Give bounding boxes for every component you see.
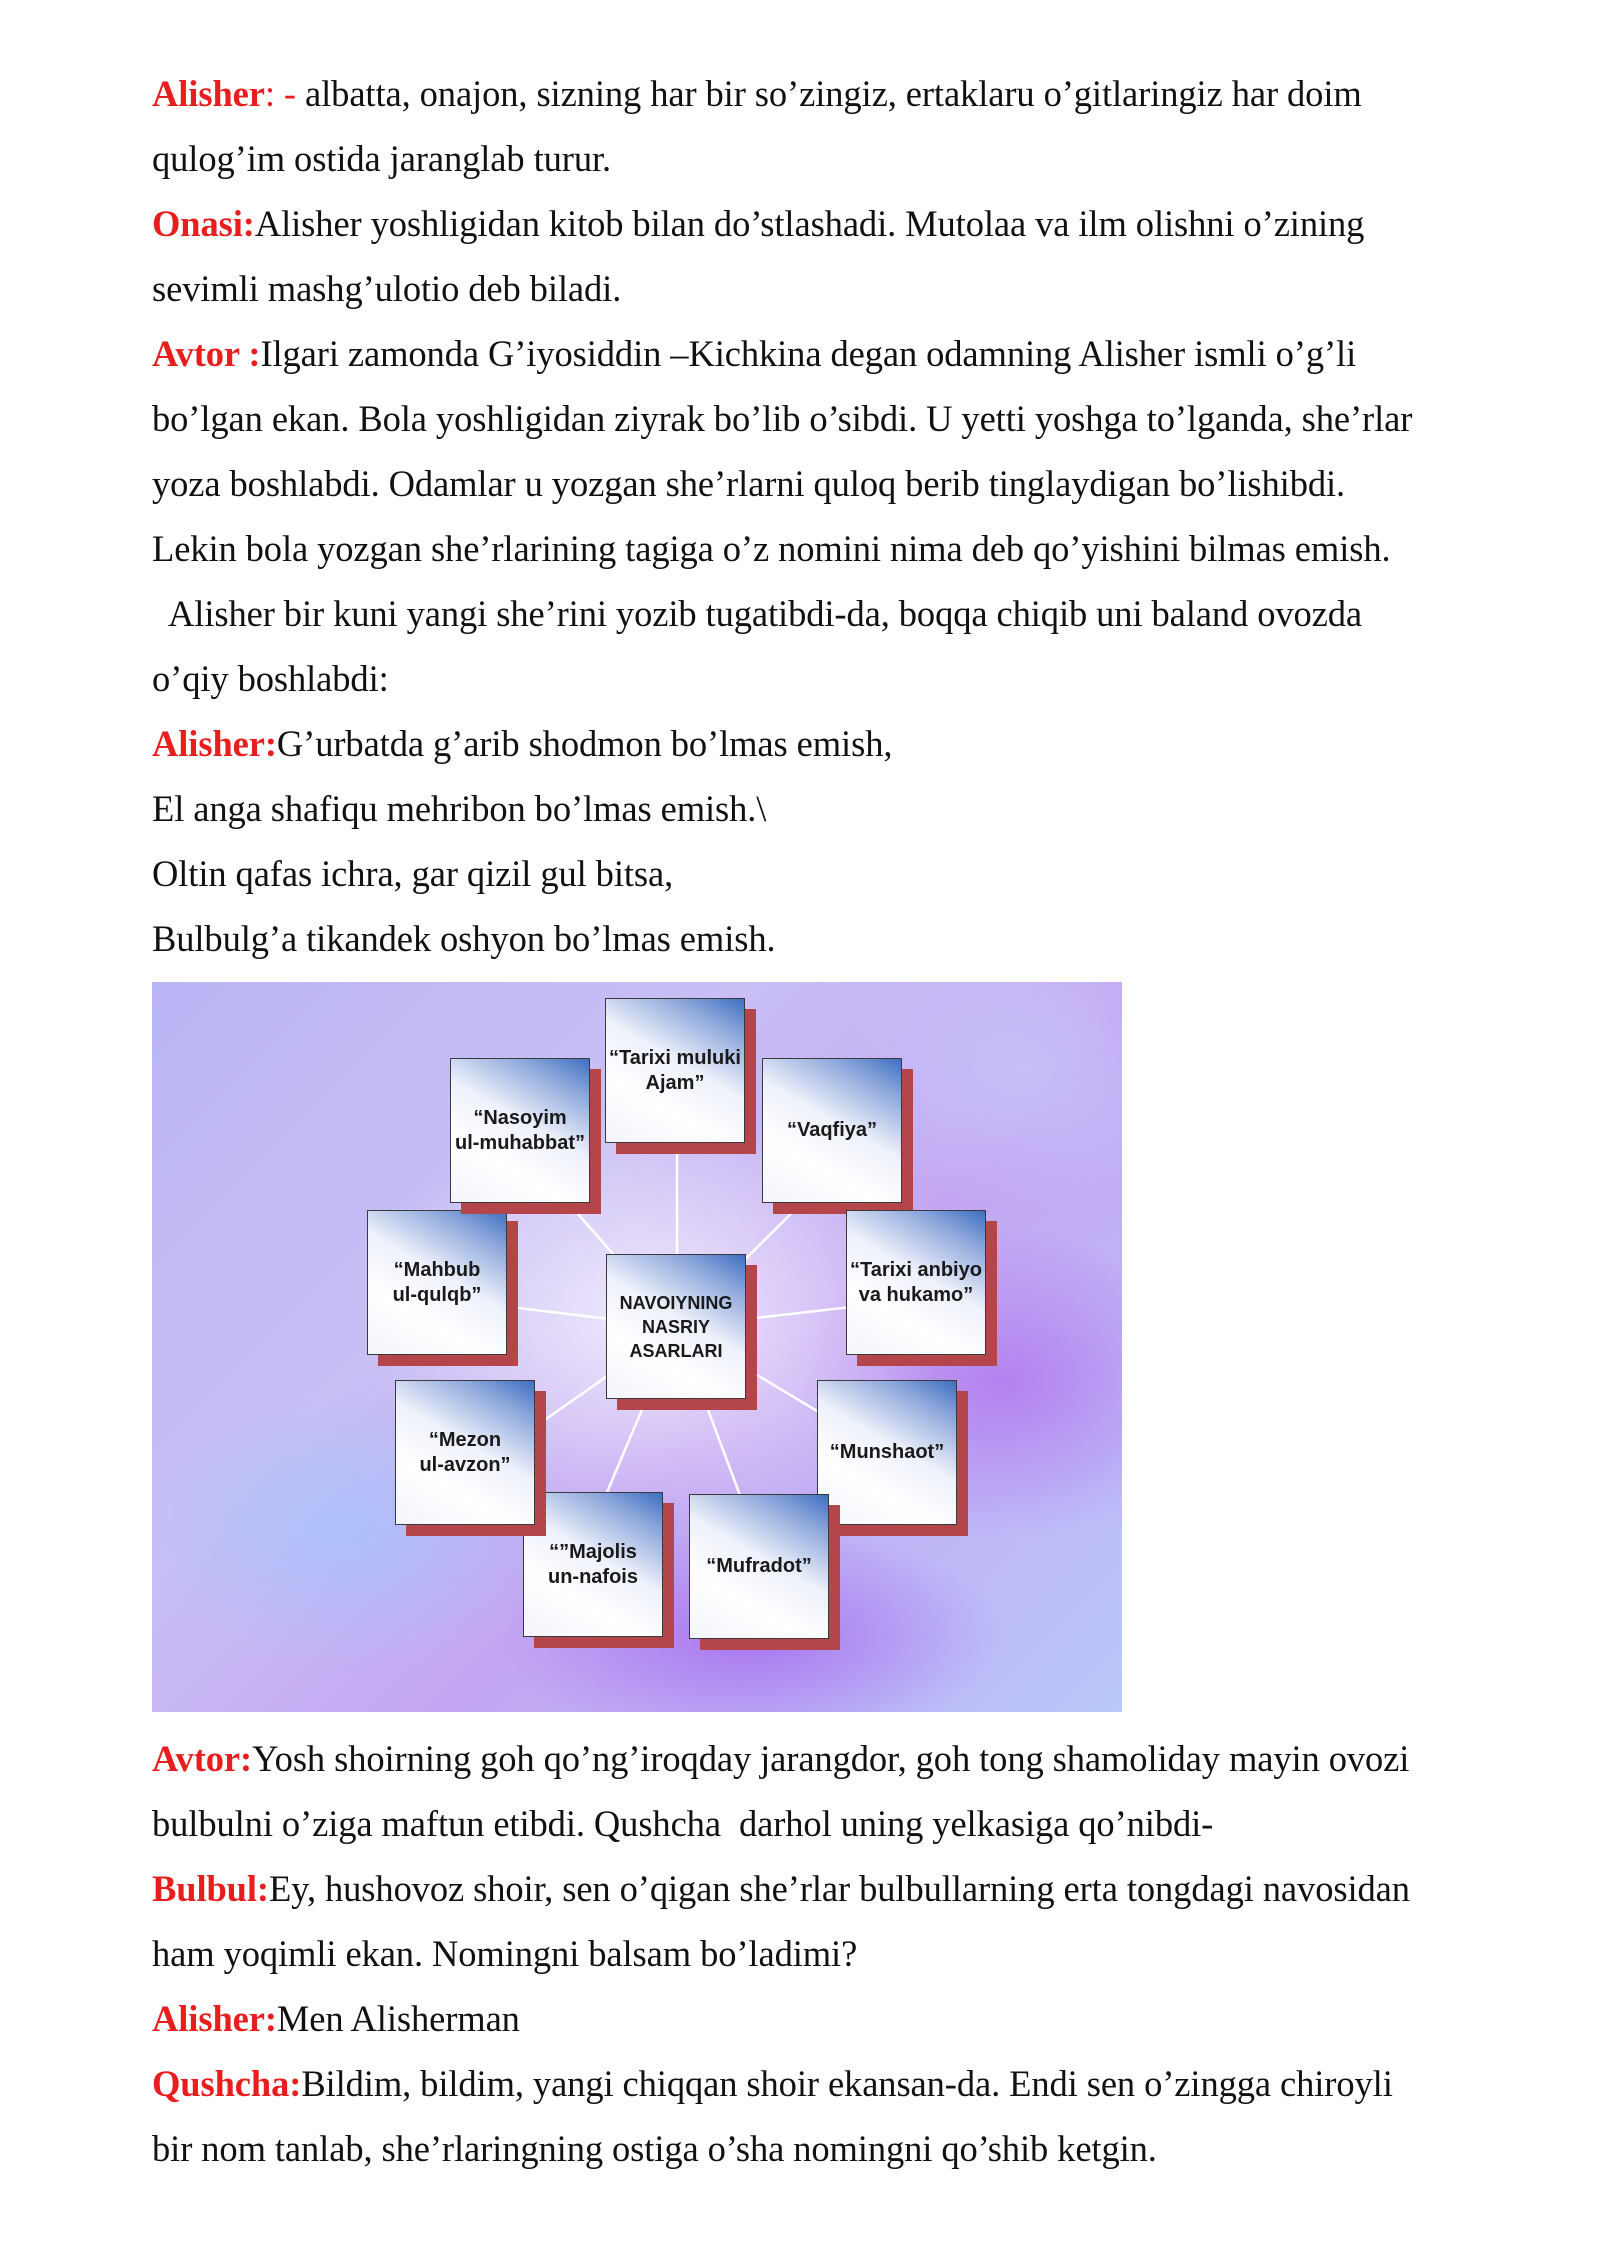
text-line	[152, 2127, 1157, 2171]
line-text: G’urbatda g’arib shodmon bo’lmas emish,	[276, 723, 893, 764]
speaker-label: Onasi:	[152, 203, 255, 244]
diagram-box-tarixi-muluki-ajam	[605, 998, 745, 1143]
dialogue-line	[152, 1737, 1409, 1781]
line-text: bir nom tanlab, she’rlaringning ostiga o’sha nomingni qo’shib ketgin.	[152, 2128, 1157, 2169]
dialogue-line	[152, 722, 892, 766]
speaker-label: Avtor :	[152, 333, 261, 374]
diagram-box-mufradot	[689, 1494, 829, 1639]
speaker-label: Alisher:	[152, 1998, 277, 2039]
nasriy-asarlar-diagram	[152, 982, 1122, 1712]
line-text: Ilgari zamonda G’iyosiddin –Kichkina degan odamning Alisher ismli o’g’li	[260, 333, 1357, 374]
box-label: “Mezon ul-avzon”	[419, 1428, 511, 1476]
box-label: “Tarixi anbiyo va hukamo”	[850, 1258, 982, 1306]
dialogue-line	[152, 72, 1362, 116]
box-label: “Mahbub ul-qulqb”	[392, 1258, 482, 1306]
diagram-box-majolis-un-nafois	[523, 1492, 663, 1637]
text-line	[152, 1932, 857, 1976]
diagram-box-munshaot	[817, 1380, 957, 1525]
line-text: Alisher bir kuni yangi she’rini yozib tugatibdi-da, boqqa chiqib uni baland ovozda	[152, 593, 1363, 634]
box-label: “Mufradot”	[706, 1555, 812, 1577]
text-line	[152, 1802, 1213, 1846]
box-label: “Munshaot”	[829, 1441, 945, 1463]
text-line	[152, 657, 389, 701]
box-label: “Nasoyim ul-muhabbat”	[455, 1106, 585, 1154]
text-line	[152, 592, 1362, 636]
dialogue-line	[152, 2062, 1393, 2106]
text-line	[152, 397, 1412, 441]
line-text: Oltin qafas ichra, gar qizil gul bitsa,	[152, 853, 674, 894]
text-line	[152, 527, 1391, 571]
diagram-box-tarixi-anbiyo	[846, 1210, 986, 1355]
speaker-colon: :	[264, 73, 275, 114]
dialogue-line	[152, 1867, 1410, 1911]
poem-line	[152, 787, 766, 831]
diagram-box-nasoyim-ul-muhabbat	[450, 1058, 590, 1203]
line-text: El anga shafiqu mehribon bo’lmas emish.\	[152, 788, 767, 829]
line-text: sevimli mashg’ulotio deb biladi.	[152, 268, 622, 309]
line-text: qulog’im ostida jaranglab turur.	[152, 138, 612, 179]
text-line	[152, 137, 611, 181]
speaker-label: Alisher	[152, 73, 265, 114]
diagram-box-mahbub-ul-qulqb	[367, 1210, 507, 1355]
speaker-label: Avtor:	[152, 1738, 253, 1779]
box-label: “Tarixi muluki Ajam”	[609, 1046, 741, 1094]
speaker-label: Bulbul:	[152, 1868, 269, 1909]
speaker-dash: -	[274, 73, 296, 114]
line-text: bo’lgan ekan. Bola yoshligidan ziyrak bo’lib o’sibdi. U yetti yoshga to’lganda, she’rlar	[152, 398, 1413, 439]
line-text: o’qiy boshlabdi:	[152, 658, 389, 699]
dialogue-line	[152, 1997, 520, 2041]
poem-line	[152, 852, 673, 896]
line-text: Ey, hushovoz shoir, sen o’qigan she’rlar bulbullarning erta tongdagi navosidan	[268, 1868, 1410, 1909]
diagram-center-box	[606, 1254, 746, 1399]
line-text: ham yoqimli ekan. Nomingni balsam bo’ladimi?	[152, 1933, 858, 1974]
text-line	[152, 267, 621, 311]
box-label: “”Majolis un-nafois	[548, 1540, 638, 1588]
speaker-label: Alisher:	[152, 723, 277, 764]
line-text: yoza boshlabdi. Odamlar u yozgan she’rlarni quloq berib tinglaydigan bo’lishibdi.	[152, 463, 1346, 504]
diagram-box-mezon-ul-avzon	[395, 1380, 535, 1525]
box-label: “Vaqfiya”	[786, 1119, 878, 1141]
line-text: Men Alisherman	[276, 1998, 520, 2039]
diagram-box-vaqfiya	[762, 1058, 902, 1203]
line-text: Bildim, bildim, yangi chiqqan shoir ekansan-da. Endi sen o’zingga chiroyli	[301, 2063, 1393, 2104]
line-text: albatta, onajon, sizning har bir so’zingiz, ertaklaru o’gitlaringiz har doim	[296, 73, 1362, 114]
dialogue-line	[152, 332, 1356, 376]
dialogue-line	[152, 202, 1364, 246]
speaker-label: Qushcha:	[152, 2063, 302, 2104]
text-line	[152, 462, 1345, 506]
line-text: Yosh shoirning goh qo’ng’iroqday jarangdor, goh tong shamoliday mayin ovozi	[252, 1738, 1410, 1779]
line-text: bulbulni o’ziga maftun etibdi. Qushcha darhol uning yelkasiga qo’nibdi-	[152, 1803, 1214, 1844]
line-text: Lekin bola yozgan she’rlarining tagiga o’z nomini nima deb qo’yishini bilmas emish.	[152, 528, 1391, 569]
center-label: NAVOIYNING NASRIY ASARLARI	[619, 1292, 733, 1361]
line-text: Bulbulg’a tikandek oshyon bo’lmas emish.	[152, 918, 776, 959]
poem-line	[152, 917, 776, 961]
line-text: Alisher yoshligidan kitob bilan do’stlashadi. Mutolaa va ilm olishni o’zining	[254, 203, 1365, 244]
